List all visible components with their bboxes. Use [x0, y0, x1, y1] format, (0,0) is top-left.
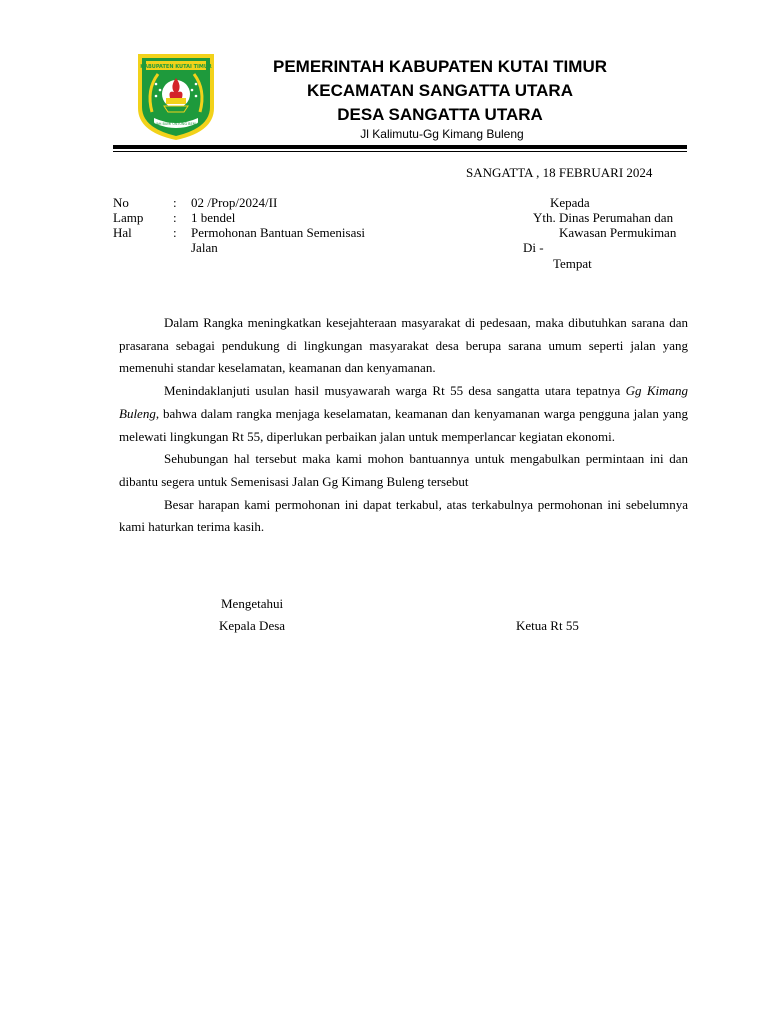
logo-motto-text: TUAH BUMI UNTUNG BENUA [152, 122, 200, 126]
recipient-line-3: Kawasan Permukiman [559, 225, 677, 240]
body-paragraph-2-end: , bahwa dalam rangka menjaga keselamatan, keamanan dan kenyamanan warga pengguna jalan yang melewati lingkungan Rt 55, diperlukan perbaikan jalan untuk memperlancar kegiatan ekonomi. [119, 405, 688, 444]
meta-hal-value-1: Permohonan Bantuan Semenisasi [191, 225, 366, 240]
meta-lamp-value: 1 bendel [191, 210, 236, 225]
meta-lamp-label: Lamp [113, 210, 144, 225]
meta-hal-value-2: Jalan [191, 240, 218, 255]
body-paragraph-2 [119, 380, 688, 448]
meta-hal-colon: : [173, 225, 177, 240]
recipient-line-5: Tempat [553, 256, 592, 271]
body-paragraph-4: Besar harapan kami permohonan ini dapat terkabul, atas terkabulnya permohonan ini sebelumnya kami haturkan terima kasih. [119, 496, 688, 535]
body-paragraph-3: Sehubungan hal tersebut maka kami mohon bantuannya untuk mengabulkan permintaan ini dan dibantu segera untuk Semenisasi Jalan Gg Kimang Buleng tersebut [119, 451, 688, 489]
body-paragraph-2-start: Menindaklanjuti usulan hasil musyawarah warga Rt 55 desa sangatta utara tepatnya [164, 383, 626, 399]
meta-lamp-colon: : [173, 210, 177, 225]
logo-top-text: KABUPATEN KUTAI TIMUR [140, 64, 212, 70]
meta-hal-label: Hal [113, 225, 132, 240]
meta-no-value: 02 /Prop/2024/II [191, 195, 278, 210]
signature-left-title: Kepala Desa [219, 618, 286, 633]
recipient-line-4: Di - [523, 240, 544, 255]
body-paragraph-1: Dalam Rangka meningkatkan kesejahteraan masyarakat di pedesaan, maka dibutuhkan sarana dan prasarana sebagai pendukung di lingkungan masyarakat desa berupa sarana umum seperti jalan yang memenuhi standar keselamatan, keamanan dan kenyamanan. [119, 315, 688, 376]
body-paragraph-2-location: Gg Kimang Buleng [119, 383, 688, 421]
signature-right-title: Ketua Rt 55 [516, 618, 579, 633]
recipient-line-2: Yth. Dinas Perumahan dan [533, 210, 674, 225]
letterhead-line-1: PEMERINTAH KABUPATEN KUTAI TIMUR [273, 57, 607, 76]
letterhead-rule-thick [113, 145, 687, 149]
letterhead-line-2: KECAMATAN SANGATTA UTARA [307, 81, 573, 100]
letterhead-line-3: DESA SANGATTA UTARA [337, 105, 543, 124]
meta-no-colon: : [173, 195, 177, 210]
letterhead-rule-thin [113, 151, 687, 152]
date-line: SANGATTA , 18 FEBRUARI 2024 [466, 165, 653, 180]
letter-body [119, 312, 688, 539]
signature-mengetahui: Mengetahui [221, 596, 284, 611]
recipient-line-1: Kepada [550, 195, 590, 210]
letterhead-address: Jl Kalimutu-Gg Kimang Buleng [360, 127, 524, 141]
meta-no-label: No [113, 195, 129, 210]
